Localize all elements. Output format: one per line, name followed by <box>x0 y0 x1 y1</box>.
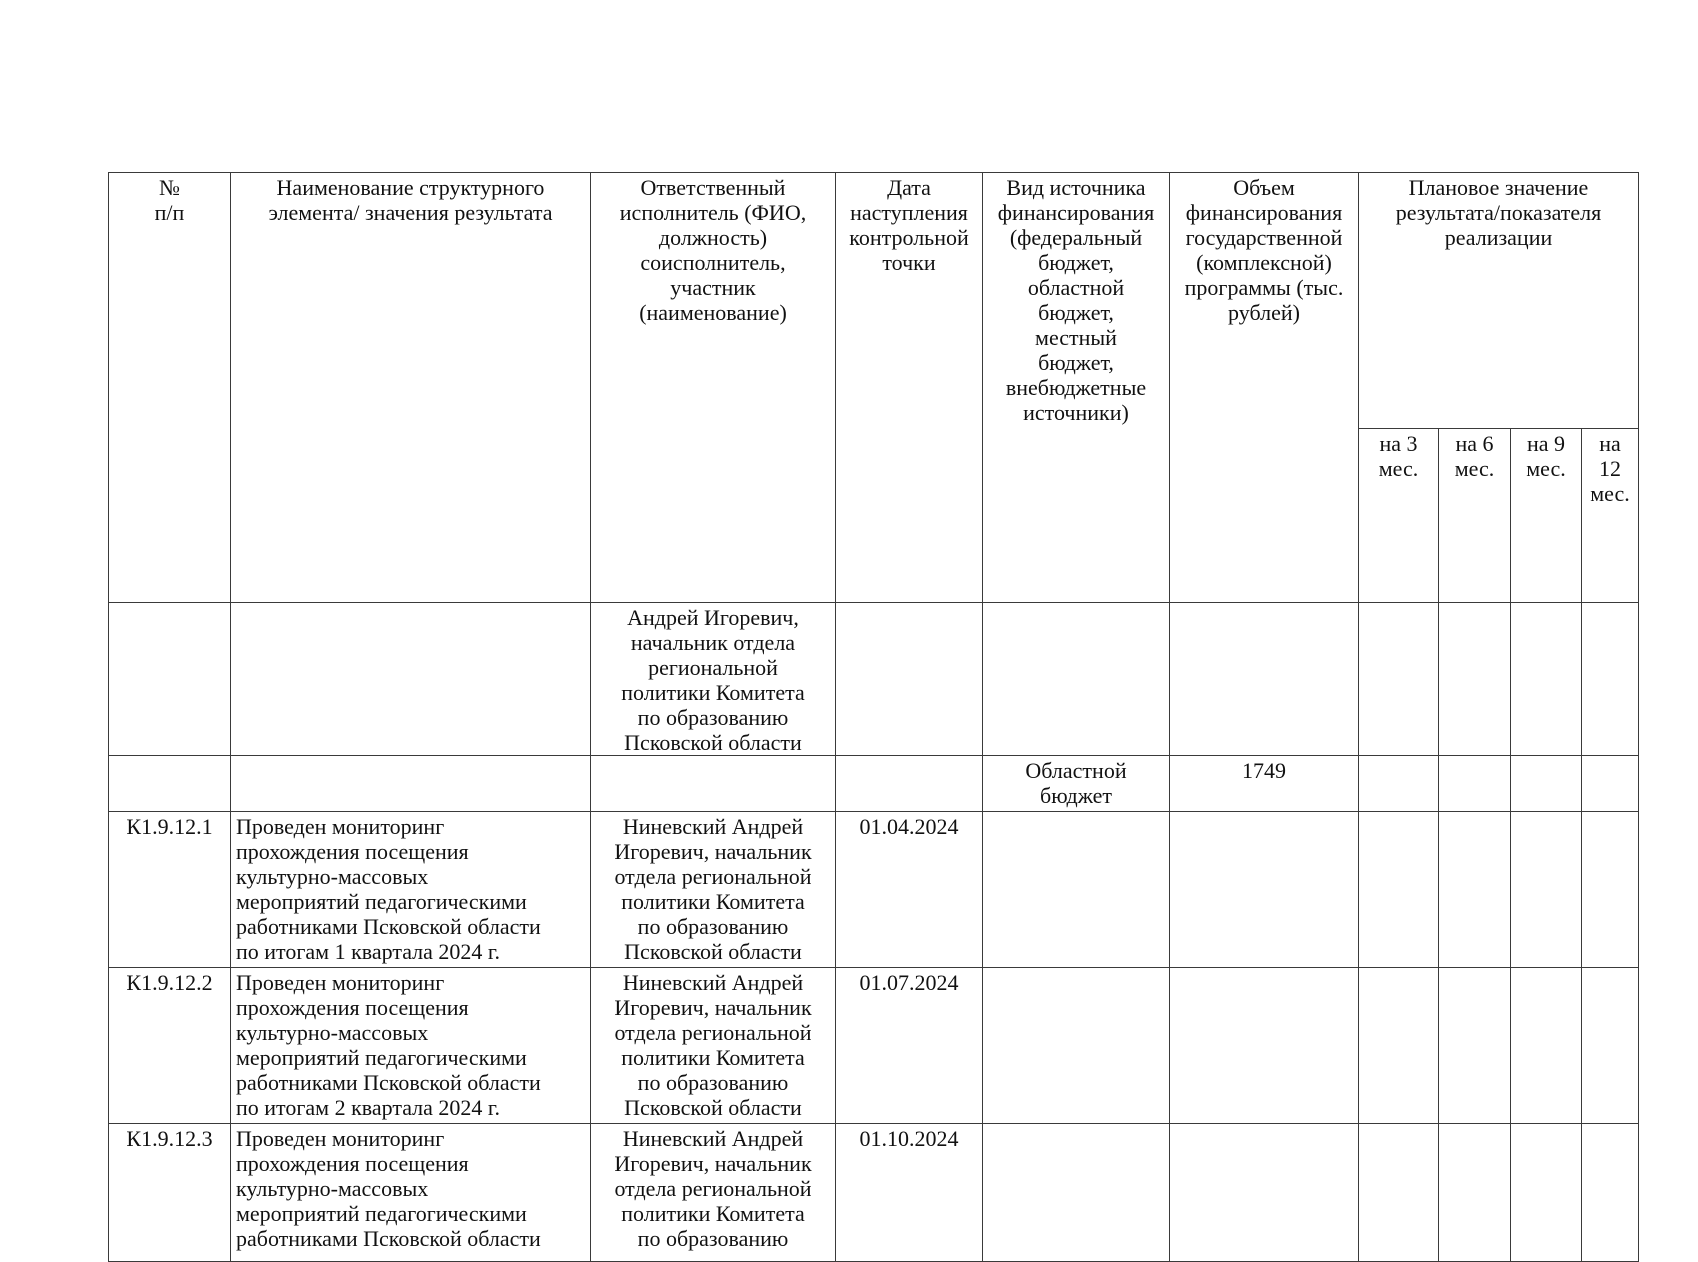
header-control-date: Дата наступления контрольной точки <box>836 173 983 603</box>
implementation-plan-table <box>108 172 1639 1262</box>
header-12-months: на 12 мес. <box>1582 429 1639 603</box>
table-row <box>109 968 1639 1124</box>
table-body <box>109 603 1639 1262</box>
cell-empty <box>231 603 591 756</box>
header-funding-source: Вид источника финансирования (федеральный бюджет, областной бюджет, местный бюджет, внебюджетные источники) <box>983 173 1170 603</box>
cell-control-date: 01.07.2024 <box>836 968 983 1124</box>
cell-empty <box>983 968 1170 1124</box>
header-9-months: на 9 мес. <box>1511 429 1582 603</box>
table-row <box>109 1124 1639 1262</box>
cell-empty <box>1511 603 1582 756</box>
cell-empty <box>1170 968 1359 1124</box>
cell-responsible: Ниневский Андрей Игоревич, начальник отдела региональной политики Комитета по образованию Псковской области <box>591 812 836 968</box>
cell-responsible: Ниневский Андрей Игоревич, начальник отдела региональной политики Комитета по образованию Псковской области <box>591 968 836 1124</box>
cell-control-date: 01.04.2024 <box>836 812 983 968</box>
cell-element-name: Проведен мониторинг прохождения посещения культурно-массовых мероприятий педагогическими работниками Псковской области <box>231 1124 591 1262</box>
header-responsible: Ответственный исполнитель (ФИО, должность) соисполнитель, участник (наименование) <box>591 173 836 603</box>
header-planned-value: Плановое значение результата/показателя реализации <box>1359 173 1639 429</box>
table-row-continuation <box>109 603 1639 756</box>
cell-empty <box>1170 812 1359 968</box>
cell-empty <box>1359 756 1439 812</box>
cell-empty <box>1359 1124 1439 1262</box>
cell-empty <box>1359 603 1439 756</box>
cell-empty <box>591 756 836 812</box>
cell-responsible: Андрей Игоревич, начальник отдела региональной политики Комитета по образованию Псковской области <box>591 603 836 756</box>
cell-number: К1.9.12.1 <box>109 812 231 968</box>
cell-responsible: Ниневский Андрей Игоревич, начальник отдела региональной политики Комитета по образованию <box>591 1124 836 1262</box>
cell-empty <box>1359 812 1439 968</box>
cell-empty <box>1582 812 1639 968</box>
cell-empty <box>836 603 983 756</box>
cell-number: К1.9.12.3 <box>109 1124 231 1262</box>
cell-empty <box>231 756 591 812</box>
cell-empty <box>983 1124 1170 1262</box>
cell-funding-source: Областной бюджет <box>983 756 1170 812</box>
cell-empty <box>1439 968 1511 1124</box>
cell-empty <box>1439 756 1511 812</box>
cell-empty <box>1170 1124 1359 1262</box>
cell-empty <box>1439 603 1511 756</box>
cell-number: К1.9.12.2 <box>109 968 231 1124</box>
cell-empty <box>1582 968 1639 1124</box>
cell-control-date: 01.10.2024 <box>836 1124 983 1262</box>
cell-empty <box>1582 756 1639 812</box>
cell-empty <box>109 756 231 812</box>
header-number: № п/п <box>109 173 231 603</box>
header-element-name: Наименование структурного элемента/ значения результата <box>231 173 591 603</box>
cell-empty <box>1439 1124 1511 1262</box>
cell-empty <box>983 603 1170 756</box>
cell-empty <box>1511 1124 1582 1262</box>
table-header <box>109 173 1639 603</box>
table-row <box>109 812 1639 968</box>
cell-element-name: Проведен мониторинг прохождения посещения культурно-массовых мероприятий педагогическими работниками Псковской области по итогам 2 квартала 2024 г. <box>231 968 591 1124</box>
cell-empty <box>109 603 231 756</box>
cell-funding-volume: 1749 <box>1170 756 1359 812</box>
cell-element-name: Проведен мониторинг прохождения посещения культурно-массовых мероприятий педагогическими работниками Псковской области по итогам 1 квартала 2024 г. <box>231 812 591 968</box>
cell-empty <box>1511 812 1582 968</box>
cell-empty <box>1582 1124 1639 1262</box>
cell-empty <box>1511 968 1582 1124</box>
header-3-months: на 3 мес. <box>1359 429 1439 603</box>
header-6-months: на 6 мес. <box>1439 429 1511 603</box>
header-funding-volume: Объем финансирования государственной (комплексной) программы (тыс. рублей) <box>1170 173 1359 603</box>
cell-empty <box>983 812 1170 968</box>
cell-empty <box>1511 756 1582 812</box>
cell-empty <box>1582 603 1639 756</box>
cell-empty <box>1439 812 1511 968</box>
cell-empty <box>836 756 983 812</box>
cell-empty <box>1170 603 1359 756</box>
cell-empty <box>1359 968 1439 1124</box>
table-row-budget <box>109 756 1639 812</box>
